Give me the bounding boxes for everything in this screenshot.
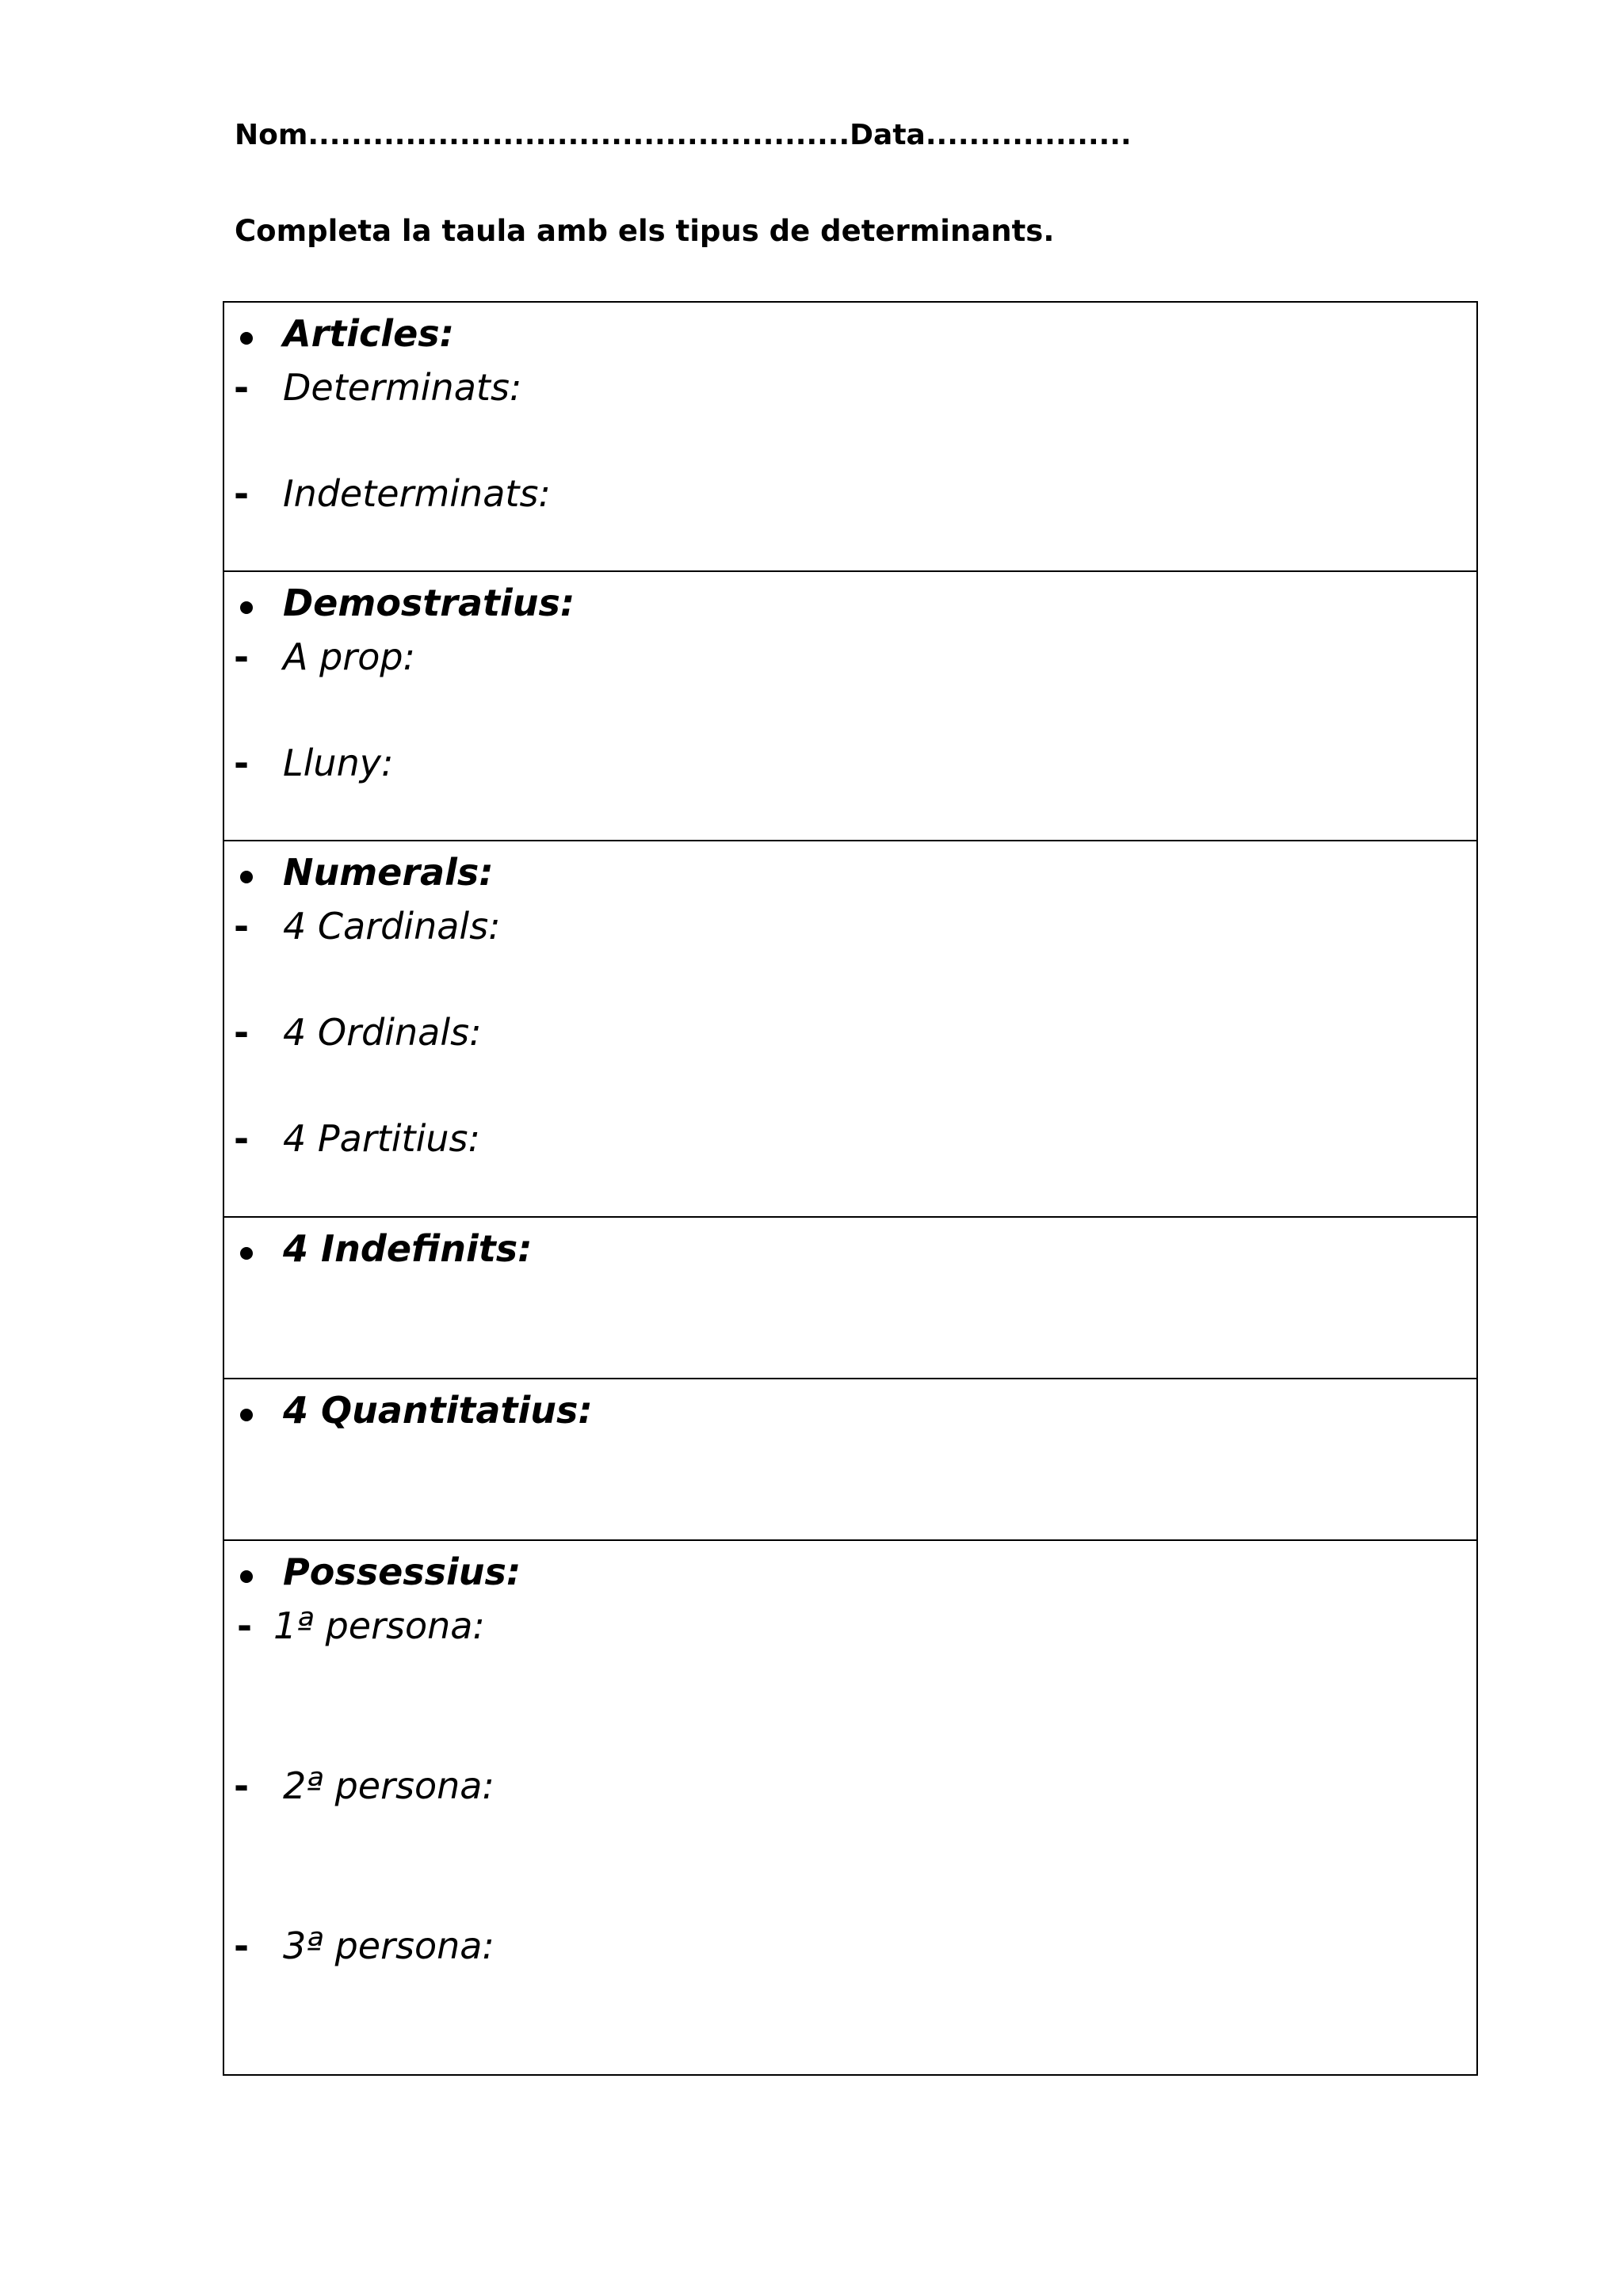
bullet-icon [240, 1409, 253, 1421]
determinants-table [223, 301, 1478, 2076]
sub-item-label: Determinats: [283, 366, 522, 409]
sub-item-label: Indeterminats: [283, 472, 551, 515]
section-title: Demostratius: [283, 582, 575, 624]
sub-item-label: Lluny: [283, 742, 394, 784]
section-indefinits [224, 1218, 1476, 1379]
sub-item-label: 1ª persona: [273, 1604, 485, 1647]
section-numerals [224, 841, 1476, 1218]
section-title: Articles: [283, 312, 455, 355]
dash-icon: - [234, 905, 250, 948]
sub-item-label: 4 Ordinals: [283, 1011, 482, 1054]
dash-icon: - [234, 1764, 250, 1807]
dash-icon: - [234, 1011, 250, 1054]
sub-item-label: A prop: [283, 635, 416, 678]
section-title: Possessius: [283, 1550, 521, 1593]
sub-item-label: 4 Partitius: [283, 1117, 480, 1160]
section-possessius [224, 1541, 1476, 2074]
dash-icon: - [234, 1117, 250, 1160]
dash-icon: - [234, 1924, 250, 1967]
dash-icon: - [234, 472, 250, 515]
bullet-icon [240, 871, 253, 883]
section-demostratius [224, 572, 1476, 841]
dash-icon: - [234, 366, 250, 409]
bullet-icon [240, 332, 253, 345]
name-date-line: Nom..................................................Data................... [235, 119, 1132, 151]
section-title: 4 Indefinits: [283, 1227, 533, 1270]
bullet-icon [240, 1247, 253, 1260]
section-title: 4 Quantitatius: [283, 1389, 593, 1432]
sub-item-label: 3ª persona: [283, 1924, 495, 1967]
bullet-icon [240, 1570, 253, 1583]
section-title: Numerals: [283, 851, 494, 894]
section-quantitatius [224, 1379, 1476, 1541]
dash-icon: - [234, 635, 250, 678]
section-articles [224, 303, 1476, 572]
dash-icon: - [234, 742, 250, 784]
sub-item-label: 4 Cardinals: [283, 905, 501, 948]
sub-item-label: 2ª persona: [283, 1764, 495, 1807]
bullet-icon [240, 601, 253, 614]
dash-icon: - [237, 1604, 253, 1647]
instruction-text: Completa la taula amb els tipus de determinants. [235, 214, 1055, 248]
